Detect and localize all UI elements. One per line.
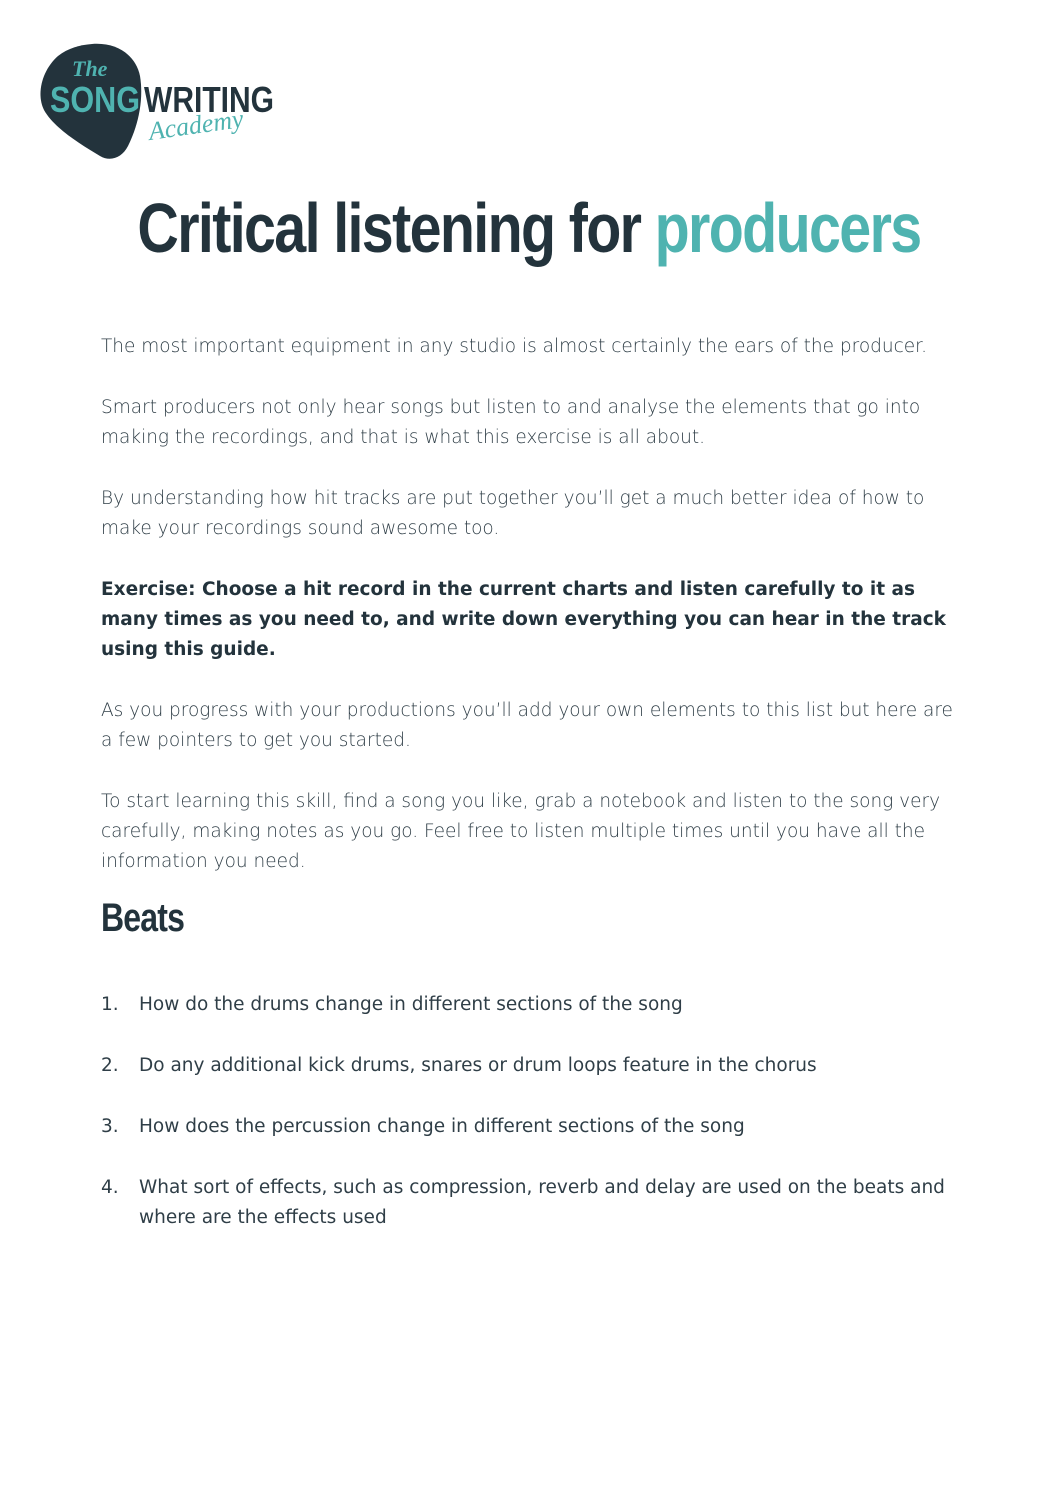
list-item-number: 1.	[101, 994, 119, 1015]
list-item-text: What sort of effects, such as compression, reverb and delay are used on the beats and where are the effects used	[139, 1177, 945, 1228]
list-item-text: How does the percussion change in different sections of the song	[139, 1116, 745, 1137]
logo-song-text: SONG	[50, 79, 140, 120]
list-item	[101, 990, 961, 1020]
beats-question-list	[101, 990, 961, 1264]
logo-writing-text: WRITING	[144, 79, 274, 120]
list-item	[101, 1173, 961, 1233]
intro-content	[101, 332, 961, 908]
page-title	[95, 188, 963, 268]
list-item	[101, 1051, 961, 1081]
page-title-accent: producers	[654, 189, 921, 267]
exercise-paragraph: Exercise: Choose a hit record in the current charts and listen carefully to it as many times as you need to, and write down everything you can hear in the track using this guide.	[101, 579, 946, 660]
list-item-text: Do any additional kick drums, snares or drum loops feature in the chorus	[139, 1055, 817, 1076]
logo-academy-text: Academy	[146, 103, 246, 146]
intro-paragraph: As you progress with your productions you’ll add your own elements to this list but here are a few pointers to get you started.	[101, 700, 953, 751]
list-item-text: How do the drums change in different sections of the song	[139, 994, 683, 1015]
list-item-number: 4.	[101, 1177, 119, 1198]
logo-the-text: The	[72, 56, 108, 81]
list-item	[101, 1112, 961, 1142]
intro-paragraph: By understanding how hit tracks are put together you’ll get a much better idea of how to make your recordings sound awesome too.	[101, 488, 925, 539]
intro-paragraph: To start learning this skill, find a song you like, grab a notebook and listen to the song very carefully, making notes as you go. Feel free to listen multiple times until you have all the information you need.	[101, 791, 941, 872]
list-item-number: 2.	[101, 1055, 119, 1076]
intro-paragraph: The most important equipment in any studio is almost certainly the ears of the producer.	[101, 336, 927, 357]
list-item-number: 3.	[101, 1116, 119, 1137]
intro-paragraph: Smart producers not only hear songs but listen to and analyse the elements that go into making the recordings, and that is what this exercise is all about.	[101, 397, 921, 448]
page-title-main: Critical listening for	[137, 189, 655, 267]
songwriting-academy-logo	[40, 42, 280, 162]
section-heading-beats: Beats	[101, 896, 185, 940]
